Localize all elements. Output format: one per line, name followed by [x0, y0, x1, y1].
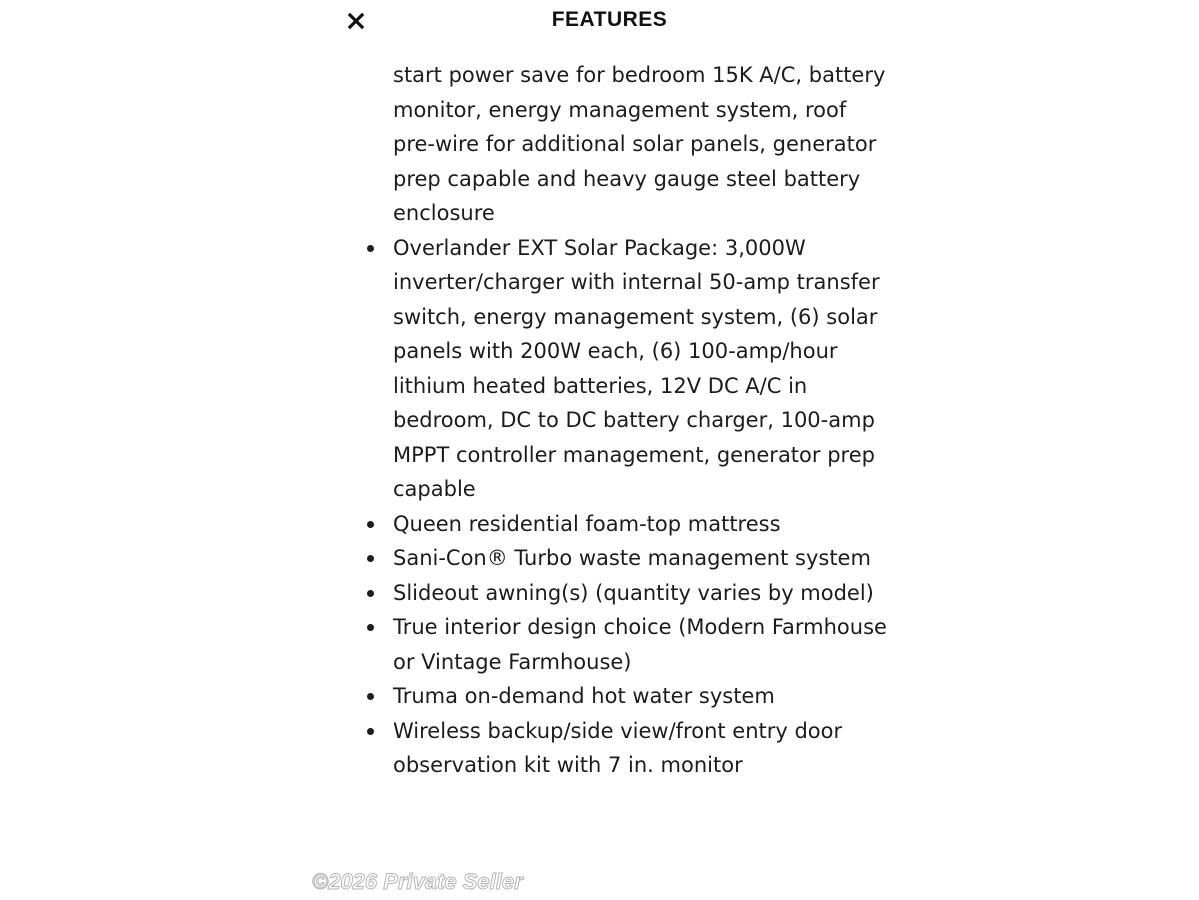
list-item: Overlander EXT Solar Package: 3,000W inverter/charger with internal 50-amp transfer switch, energy management system, (6) solar panels with 200W each, (6) 100-amp/hour lithium heated batteries, 12V DC A/C in bedroom, DC to DC battery charger, 100-amp MPPT controller management, generator prep capable — [393, 231, 893, 507]
list-item: Wireless backup/side view/front entry door observation kit with 7 in. monitor — [393, 714, 893, 783]
features-content — [393, 58, 893, 783]
header-bar — [0, 0, 1199, 44]
list-item: True interior design choice (Modern Farmhouse or Vintage Farmhouse) — [393, 610, 893, 679]
list-item: Slideout awning(s) (quantity varies by model) — [393, 576, 893, 611]
continued-feature-text: start power save for bedroom 15K A/C, battery monitor, energy management system, roof pre-wire for additional solar panels, generator prep capable and heavy gauge steel battery enclosure — [393, 63, 886, 225]
list-item: Sani-Con® Turbo waste management system — [393, 541, 893, 576]
features-list — [393, 231, 893, 783]
list-item: Truma on-demand hot water system — [393, 679, 893, 714]
list-item: Queen residential foam-top mattress — [393, 507, 893, 542]
page-title: FEATURES — [551, 8, 668, 31]
copyright-watermark: ©2026 Private Seller — [312, 869, 523, 894]
